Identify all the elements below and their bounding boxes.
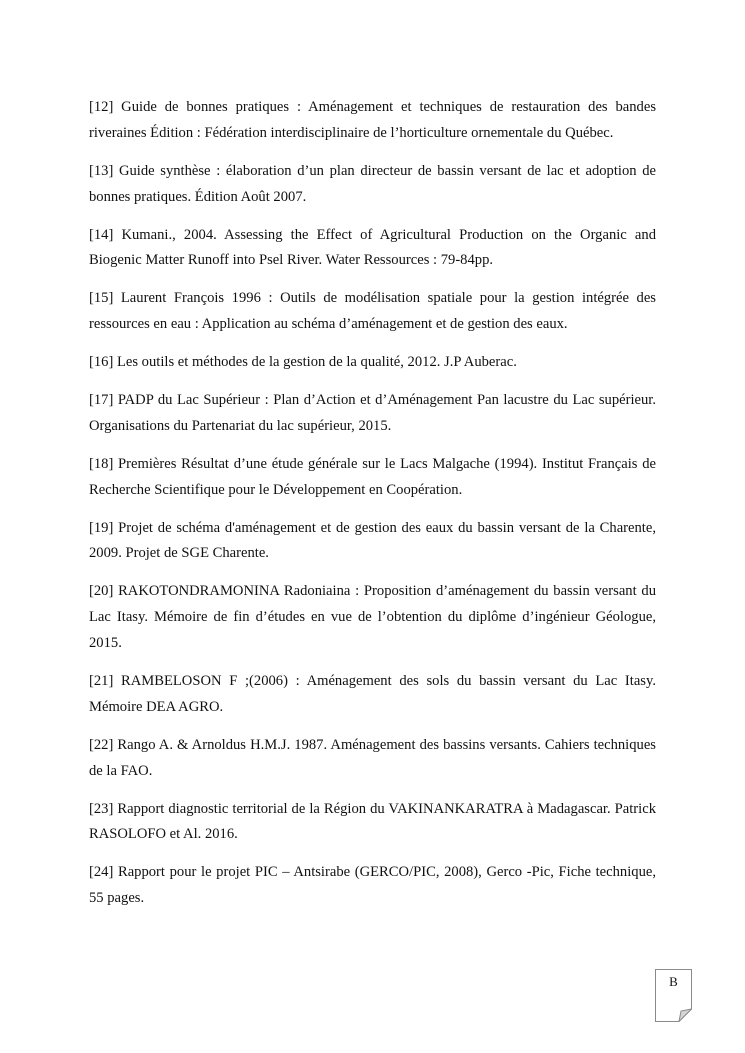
- reference-item: [13] Guide synthèse : élaboration d’un plan directeur de bassin versant de lac et adoption de bonnes pratiques. Édition Août 2007.: [89, 162, 656, 205]
- reference-item: [24] Rapport pour le projet PIC – Antsirabe (GERCO/PIC, 2008), Gerco -Pic, Fiche technique, 55 pages.: [89, 864, 656, 907]
- page-number: B: [669, 974, 678, 989]
- reference-list: [89, 95, 656, 924]
- reference-item: [22] Rango A. & Arnoldus H.M.J. 1987. Aménagement des bassins versants. Cahiers techniques de la FAO.: [89, 736, 656, 779]
- reference-item: [14] Kumani., 2004. Assessing the Effect of Agricultural Production on the Organic and Biogenic Matter Runoff into Psel River. Water Ressources : 79-84pp.: [89, 226, 656, 269]
- page-number-marker: [655, 969, 692, 1022]
- reference-item: [19] Projet de schéma d'aménagement et de gestion des eaux du bassin versant de la Charente, 2009. Projet de SGE Charente.: [89, 519, 656, 562]
- reference-item: [15] Laurent François 1996 : Outils de modélisation spatiale pour la gestion intégrée des ressources en eau : Application au schéma d’aménagement et de gestion des eaux.: [89, 290, 656, 333]
- reference-item: [21] RAMBELOSON F ;(2006) : Aménagement des sols du bassin versant du Lac Itasy. Mémoire DEA AGRO.: [89, 673, 656, 715]
- reference-item: [16] Les outils et méthodes de la gestion de la qualité, 2012. J.P Auberac.: [89, 354, 517, 371]
- reference-item: [20] RAKOTONDRAMONINA Radoniaina : Proposition d’aménagement du bassin versant du Lac Itasy. Mémoire de fin d’études en vue de l’obtention du diplôme d’ingénieur Géologue, 2015.: [89, 583, 656, 652]
- reference-item: [18] Premières Résultat d’une étude générale sur le Lacs Malgache (1994). Institut Français de Recherche Scientifique pour le Développement en Coopération.: [89, 455, 656, 498]
- reference-item: [23] Rapport diagnostic territorial de la Région du VAKINANKARATRA à Madagascar. Patrick RASOLOFO et Al. 2016.: [89, 800, 656, 843]
- reference-item: [12] Guide de bonnes pratiques : Aménagement et techniques de restauration des bandes riveraines Édition : Fédération interdisciplinaire de l’horticulture ornementale du Québec.: [89, 99, 656, 141]
- reference-item: [17] PADP du Lac Supérieur : Plan d’Action et d’Aménagement Pan lacustre du Lac supérieur. Organisations du Partenariat du lac supérieur, 2015.: [89, 392, 656, 434]
